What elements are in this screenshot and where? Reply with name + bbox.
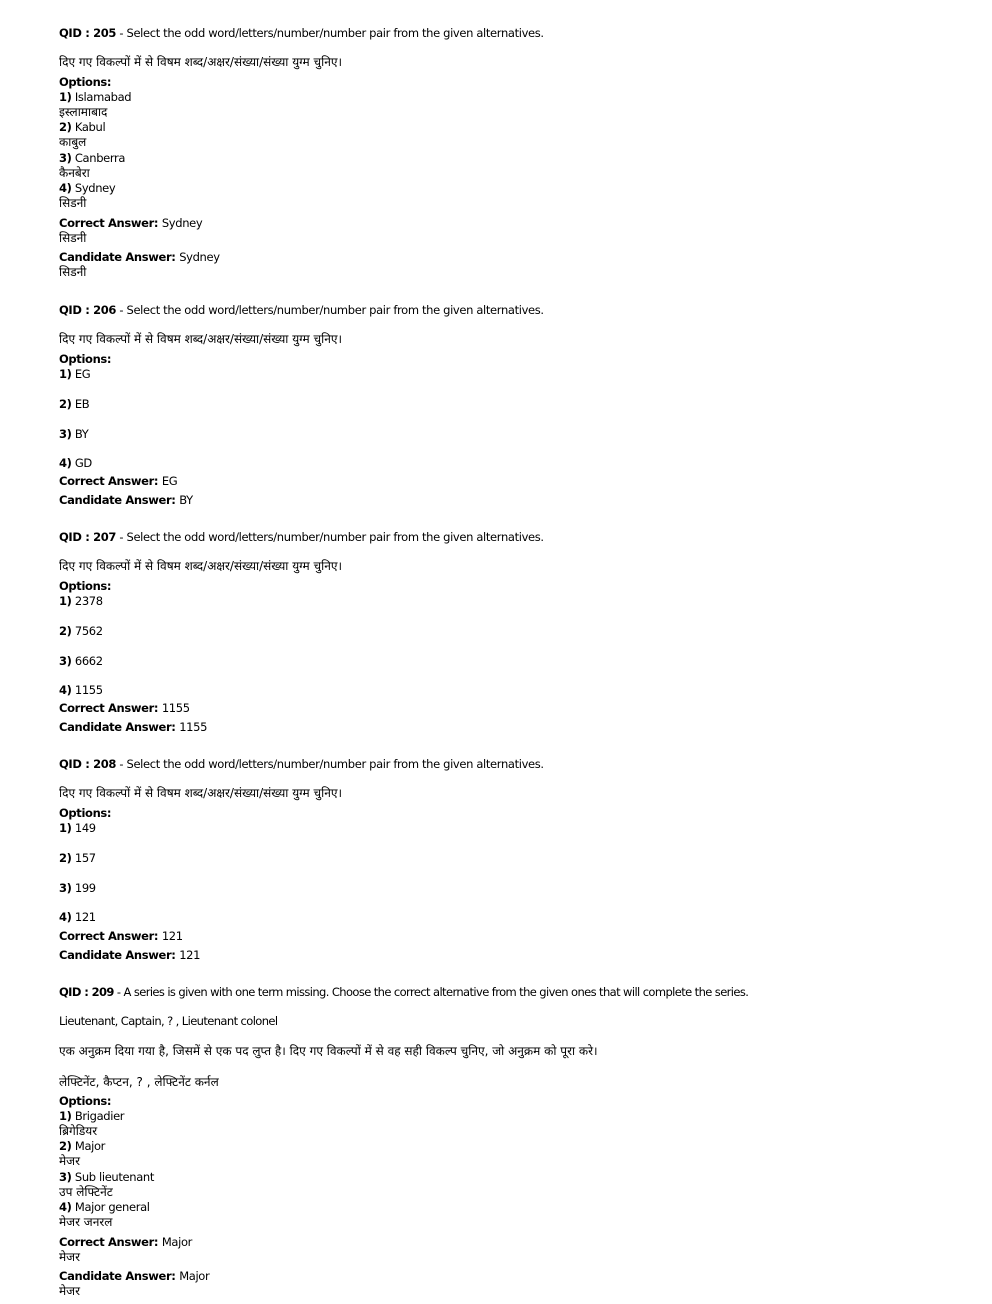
option-suffix: )	[66, 683, 72, 697]
option-number: 1	[59, 367, 67, 381]
candidate-answer-label: Candidate Answer:	[59, 720, 180, 734]
option-number: 4	[59, 181, 67, 195]
question-text-en: Select the odd word/letters/number/number pair from the given alternatives.	[126, 303, 544, 317]
option-item	[59, 683, 103, 698]
option-number: 2	[59, 1139, 67, 1153]
option-number: 3	[59, 654, 67, 668]
question-header	[59, 303, 544, 318]
separator: -	[116, 26, 127, 40]
option-item	[59, 624, 103, 639]
qid-number: 209	[91, 985, 114, 999]
qid-label: QID :	[59, 303, 94, 317]
qid-number: 207	[93, 530, 117, 544]
correct-answer-hi: सिडनी	[59, 231, 87, 245]
option-number: 4	[59, 683, 67, 697]
series-text-hi: लेफ्टिनेंट, कैप्टन, ? , लेफ्टिनेंट कर्नल	[59, 1075, 219, 1089]
option-text-en: Sydney	[74, 181, 116, 195]
options-label: Options:	[59, 806, 112, 820]
candidate-answer-value: Sydney	[179, 250, 220, 264]
candidate-answer-hi: सिडनी	[59, 265, 87, 279]
option-item	[59, 181, 115, 196]
qid-number: 208	[93, 757, 117, 771]
correct-answer	[59, 701, 190, 716]
correct-answer	[59, 929, 183, 944]
option-item	[59, 1200, 150, 1215]
qid-label: QID :	[59, 530, 94, 544]
option-item	[59, 1109, 124, 1124]
option-number: 1	[59, 821, 67, 835]
option-text-hi: सिडनी	[59, 196, 87, 210]
option-item	[59, 397, 89, 412]
correct-answer	[59, 474, 177, 489]
correct-answer-value: Sydney	[161, 216, 203, 230]
question-text-en: Select the odd word/letters/number/number pair from the given alternatives.	[126, 530, 544, 544]
option-suffix: )	[66, 1109, 72, 1123]
separator: -	[116, 303, 127, 317]
series-text-en: Lieutenant, Captain, ? , Lieutenant colonel	[59, 1014, 278, 1028]
option-suffix: )	[66, 881, 72, 895]
option-suffix: )	[66, 397, 72, 411]
option-number: 3	[59, 1170, 67, 1184]
option-suffix: )	[66, 654, 72, 668]
option-suffix: )	[66, 120, 72, 134]
candidate-answer-value: 1155	[179, 720, 208, 734]
separator: -	[116, 757, 127, 771]
option-item	[59, 910, 96, 925]
qid-label: QID :	[59, 26, 94, 40]
option-number: 1	[59, 1109, 67, 1123]
candidate-answer-value: Major	[179, 1269, 210, 1283]
options-label: Options:	[59, 352, 112, 366]
option-item	[59, 90, 131, 105]
option-suffix: )	[66, 456, 72, 470]
candidate-answer	[59, 1269, 209, 1284]
candidate-answer-value: 121	[179, 948, 201, 962]
option-number: 1	[59, 90, 67, 104]
option-item	[59, 367, 90, 382]
option-suffix: )	[66, 90, 72, 104]
option-text-en: Kabul	[74, 120, 106, 134]
option-suffix: )	[66, 1139, 72, 1153]
candidate-answer	[59, 948, 200, 963]
option-suffix: )	[66, 151, 72, 165]
correct-answer-label: Correct Answer:	[59, 474, 162, 488]
option-number: 3	[59, 151, 67, 165]
option-number: 2	[59, 120, 67, 134]
option-text-hi: कैनबेरा	[59, 166, 90, 180]
option-text-en: 1155	[74, 683, 103, 697]
qid-label: QID :	[59, 757, 94, 771]
question-header	[59, 985, 748, 1000]
question-text-hi: दिए गए विकल्पों में से विषम शब्द/अक्षर/संख्या/संख्या युग्म चुनिए।	[59, 55, 343, 69]
option-text-en: EB	[74, 397, 90, 411]
question-text-en: Select the odd word/letters/number/number pair from the given alternatives.	[126, 757, 544, 771]
option-suffix: )	[66, 427, 72, 441]
correct-answer-value: 121	[161, 929, 183, 943]
option-text-en: 157	[74, 851, 96, 865]
options-label: Options:	[59, 75, 112, 89]
option-text-hi: मेजर	[59, 1154, 80, 1168]
candidate-answer	[59, 250, 220, 265]
question-text-hi: एक अनुक्रम दिया गया है, जिसमें से एक पद लुप्त है। दिए गए विकल्पों में से वह सही विकल्प चुनिए, जो अनुक्रम को पूरा करे।	[59, 1044, 598, 1058]
option-item	[59, 654, 103, 669]
correct-answer-value: EG	[161, 474, 178, 488]
correct-answer-hi: मेजर	[59, 1250, 80, 1264]
option-item	[59, 881, 96, 896]
separator: -	[113, 985, 124, 999]
option-number: 2	[59, 397, 67, 411]
option-text-hi: काबुल	[59, 135, 87, 149]
option-number: 4	[59, 1200, 67, 1214]
correct-answer-label: Correct Answer:	[59, 929, 162, 943]
option-item	[59, 120, 105, 135]
option-text-en: GD	[74, 456, 92, 470]
option-text-en: Sub lieutenant	[74, 1170, 154, 1184]
candidate-answer-label: Candidate Answer:	[59, 948, 180, 962]
option-number: 1	[59, 594, 67, 608]
option-item	[59, 1139, 105, 1154]
option-item	[59, 456, 92, 471]
option-text-en: 199	[74, 881, 96, 895]
option-text-en: 7562	[74, 624, 103, 638]
candidate-answer	[59, 720, 207, 735]
option-text-hi: इस्लामाबाद	[59, 105, 108, 119]
option-suffix: )	[66, 821, 72, 835]
option-text-hi: मेजर जनरल	[59, 1215, 113, 1229]
option-number: 4	[59, 456, 67, 470]
option-suffix: )	[66, 367, 72, 381]
option-text-en: Major general	[74, 1200, 150, 1214]
candidate-answer-label: Candidate Answer:	[59, 250, 180, 264]
option-suffix: )	[66, 594, 72, 608]
correct-answer-label: Correct Answer:	[59, 1235, 162, 1249]
correct-answer	[59, 216, 202, 231]
option-number: 3	[59, 881, 67, 895]
correct-answer	[59, 1235, 192, 1250]
option-text-en: 2378	[74, 594, 103, 608]
option-item	[59, 594, 103, 609]
option-suffix: )	[66, 624, 72, 638]
option-suffix: )	[66, 181, 72, 195]
option-text-en: 121	[74, 910, 96, 924]
candidate-answer-hi: मेजर	[59, 1284, 80, 1298]
option-text-hi: उप लेफ्टिनेंट	[59, 1185, 113, 1199]
correct-answer-value: Major	[161, 1235, 193, 1249]
question-header	[59, 757, 544, 772]
option-text-en: Brigadier	[74, 1109, 125, 1123]
option-item	[59, 427, 88, 442]
option-text-en: 149	[74, 821, 96, 835]
option-suffix: )	[66, 851, 72, 865]
correct-answer-label: Correct Answer:	[59, 216, 162, 230]
correct-answer-label: Correct Answer:	[59, 701, 162, 715]
question-text-hi: दिए गए विकल्पों में से विषम शब्द/अक्षर/संख्या/संख्या युग्म चुनिए।	[59, 332, 343, 346]
candidate-answer-value: BY	[179, 493, 193, 507]
option-number: 2	[59, 624, 67, 638]
option-text-en: Canberra	[74, 151, 126, 165]
option-text-en: EG	[74, 367, 91, 381]
option-number: 3	[59, 427, 67, 441]
question-text-en: Select the odd word/letters/number/number pair from the given alternatives.	[126, 26, 544, 40]
option-number: 2	[59, 851, 67, 865]
option-suffix: )	[66, 910, 72, 924]
correct-answer-value: 1155	[161, 701, 190, 715]
option-number: 4	[59, 910, 67, 924]
option-text-en: Major	[74, 1139, 106, 1153]
option-item	[59, 1170, 154, 1185]
candidate-answer-label: Candidate Answer:	[59, 1269, 180, 1283]
qid-label: QID :	[59, 985, 92, 999]
candidate-answer	[59, 493, 193, 508]
separator: -	[116, 530, 127, 544]
candidate-answer-label: Candidate Answer:	[59, 493, 180, 507]
question-text-hi: दिए गए विकल्पों में से विषम शब्द/अक्षर/संख्या/संख्या युग्म चुनिए।	[59, 559, 343, 573]
option-suffix: )	[66, 1200, 72, 1214]
option-item	[59, 851, 96, 866]
question-header	[59, 26, 544, 41]
qid-number: 206	[93, 303, 117, 317]
option-text-en: Islamabad	[74, 90, 132, 104]
option-text-hi: ब्रिगेडियर	[59, 1124, 98, 1138]
question-text-en: A series is given with one term missing. Choose the correct alternative from the given ones that will complete the series.	[123, 985, 749, 999]
qid-number: 205	[93, 26, 117, 40]
option-suffix: )	[66, 1170, 72, 1184]
options-label: Options:	[59, 1094, 112, 1108]
option-text-en: 6662	[74, 654, 103, 668]
option-item	[59, 821, 96, 836]
option-text-en: BY	[74, 427, 89, 441]
options-label: Options:	[59, 579, 112, 593]
question-text-hi: दिए गए विकल्पों में से विषम शब्द/अक्षर/संख्या/संख्या युग्म चुनिए।	[59, 786, 343, 800]
question-header	[59, 530, 544, 545]
option-item	[59, 151, 125, 166]
